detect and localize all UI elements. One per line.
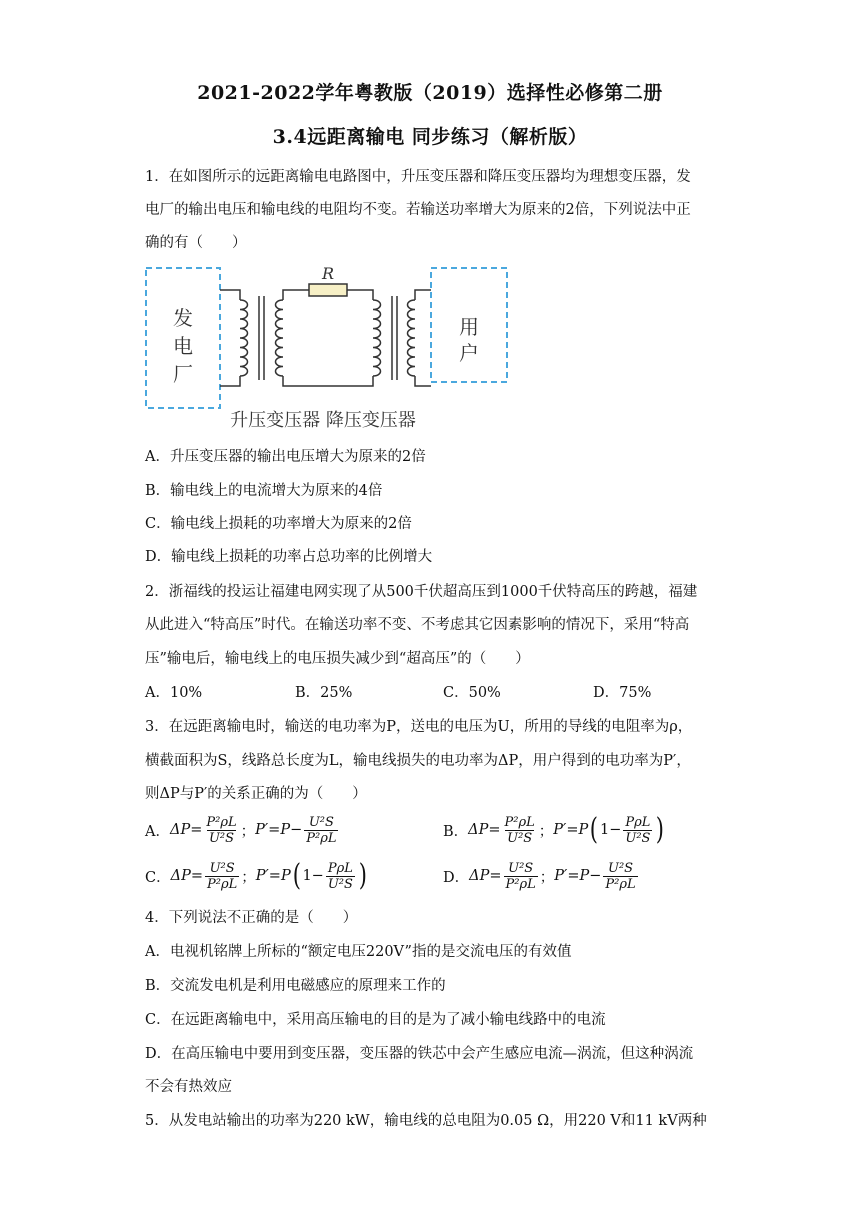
delta-p: ΔP: [169, 822, 191, 838]
p-prime: P′: [554, 868, 568, 884]
label: C．: [145, 869, 171, 886]
q3-option-b: B． ΔP = $\frac{\text{P²ρL}}{\text{U²S}}$ ； P′ = P ( 1− $\frac{\text{PρL}}{\text{U²S}}$ ): [443, 812, 665, 847]
numerator: U²S: [209, 860, 235, 876]
p-prime: P′: [553, 822, 567, 838]
p-prime: P′: [255, 822, 269, 838]
equals: =: [567, 868, 580, 884]
separator: ；: [539, 869, 555, 886]
numerator: P²ρL: [504, 814, 535, 830]
q2-text-line-1: 2．浙福线的投运让福建电网实现了从500千伏超高压到1000千伏特高压的跨越，福建: [145, 584, 698, 600]
q1-text-line-2: 电厂的输出电压和输电线的电阻均不变。若输送功率增大为原来的2倍，下列说法中正: [145, 202, 691, 218]
title-line-1: 2021-2022学年粤教版（2019）选择性必修第二册: [197, 82, 663, 104]
label: D．: [443, 869, 470, 886]
numerator: PρL: [327, 860, 353, 876]
q3-text-line-1: 3．在远距离输电时，输送的电功率为P，送电的电压为U，所用的导线的电阻率为ρ，: [145, 719, 693, 735]
numerator: U²S: [607, 860, 634, 876]
equals: =: [190, 822, 203, 838]
numerator: U²S: [308, 814, 334, 830]
q4-text: 4．下列说法不正确的是（ ）: [145, 910, 358, 926]
equals: =: [190, 868, 203, 884]
q3-option-a: [145, 810, 340, 850]
fraction: [623, 815, 652, 846]
q5-text: 5．从发电站输出的功率为220 kW，输电线的总电阻为0.05 Ω，用220 V和11 kV两种: [145, 1113, 707, 1129]
fraction: [504, 861, 538, 892]
numerator: PρL: [625, 814, 651, 830]
label: B．: [443, 823, 469, 840]
fraction: [204, 815, 238, 846]
q1-text-line-3: 确的有（ ）: [145, 235, 247, 251]
delta-p: ΔP: [170, 868, 191, 884]
fraction: [503, 815, 537, 846]
q2-text-line-3: 压”输电后，输电线上的电压损失减少到“超高压”的（ ）: [145, 651, 530, 667]
minus: −: [589, 868, 602, 884]
denominator: U²S: [625, 830, 651, 846]
generator-label-3: 厂: [173, 362, 193, 386]
q1-option-b: B．输电线上的电流增大为原来的4倍: [145, 483, 383, 499]
q2-option-c: C．50%: [443, 685, 501, 701]
user-label-2: 户: [459, 341, 479, 365]
p-prime: P′: [255, 868, 269, 884]
fraction: [304, 815, 338, 846]
p: P: [280, 822, 291, 838]
fraction: [205, 861, 239, 892]
q1-option-d: D．输电线上损耗的功率占总功率的比例增大: [145, 549, 433, 565]
separator: ；: [240, 823, 256, 840]
q2-text-line-2: 从此进入“特高压”时代。在输送功率不变、不考虑其它因素影响的情况下，采用“特高: [145, 617, 690, 633]
q3-text-line-2: 横截面积为S，线路总长度为L，输电线损失的电功率为ΔP，用户得到的电功率为P′，: [145, 753, 691, 769]
equals: =: [489, 868, 502, 884]
delta-p: ΔP: [469, 868, 490, 884]
fraction: [603, 861, 637, 892]
denominator: P²ρL: [505, 876, 536, 892]
denominator: U²S: [507, 830, 533, 846]
user-label-1: 用: [459, 315, 479, 339]
denominator: U²S: [208, 830, 235, 846]
q4-option-d-line-2: 不会有热效应: [145, 1079, 232, 1095]
q3-option-c: C． ΔP = $\frac{\text{U²S}}{\text{P²ρL}}$ ； P′ = P ( 1− $\frac{\text{PρL}}{\text{U²S}}$ ): [145, 858, 367, 893]
one-minus: 1−: [599, 822, 622, 838]
q3-option-d: [443, 856, 640, 896]
q4-option-b: B．交流发电机是利用电磁感应的原理来工作的: [145, 978, 446, 994]
fraction: [326, 861, 355, 892]
q1-option-a: A．升压变压器的输出电压增大为原来的2倍: [145, 449, 426, 465]
denominator: P²ρL: [207, 876, 238, 892]
title-line-2: 3.4远距离输电 同步练习（解析版）: [272, 126, 588, 148]
q1-option-c: C．输电线上损耗的功率增大为原来的2倍: [145, 516, 412, 532]
q4-option-d-line-1: D．在高压输电中要用到变压器，变压器的铁芯中会产生感应电流—涡流，但这种涡流: [145, 1046, 694, 1062]
equals: =: [268, 822, 281, 838]
separator: ；: [538, 823, 554, 840]
generator-label-2: 电: [173, 334, 193, 358]
q2-option-d: D．75%: [593, 685, 652, 701]
p: P: [578, 822, 589, 838]
q4-option-c: C．在远距离输电中，采用高压输电的目的是为了减小输电线路中的电流: [145, 1012, 606, 1028]
equals: =: [566, 822, 579, 838]
one-minus: 1−: [302, 868, 324, 884]
denominator: P²ρL: [605, 876, 636, 892]
label: A．: [145, 823, 170, 840]
q1-text-line-1: 1．在如图所示的远距离输电电路图中，升压变压器和降压变压器均为理想变压器，发: [145, 169, 691, 185]
equals: =: [268, 868, 281, 884]
generator-label-1: 发: [173, 306, 193, 330]
transformer-caption: 升压变压器 降压变压器: [230, 410, 416, 431]
resistor-label: R: [321, 264, 335, 283]
separator: ；: [241, 869, 256, 886]
q4-option-a: A．电视机铭牌上所标的“额定电压220V”指的是交流电压的有效值: [145, 944, 572, 960]
p: P: [579, 868, 590, 884]
q2-option-b: B．25%: [295, 685, 353, 701]
delta-p: ΔP: [468, 822, 489, 838]
numerator: P²ρL: [206, 814, 237, 830]
denominator: P²ρL: [306, 830, 337, 846]
resistor: [309, 284, 347, 296]
q3-text-line-3: 则ΔP与P′的关系正确的为（ ）: [145, 786, 367, 802]
numerator: U²S: [508, 860, 534, 876]
equals: =: [488, 822, 501, 838]
denominator: U²S: [327, 876, 353, 892]
circuit-diagram: [143, 262, 513, 434]
p: P: [280, 868, 291, 884]
q2-option-a: A．10%: [145, 685, 203, 701]
minus: −: [290, 822, 303, 838]
